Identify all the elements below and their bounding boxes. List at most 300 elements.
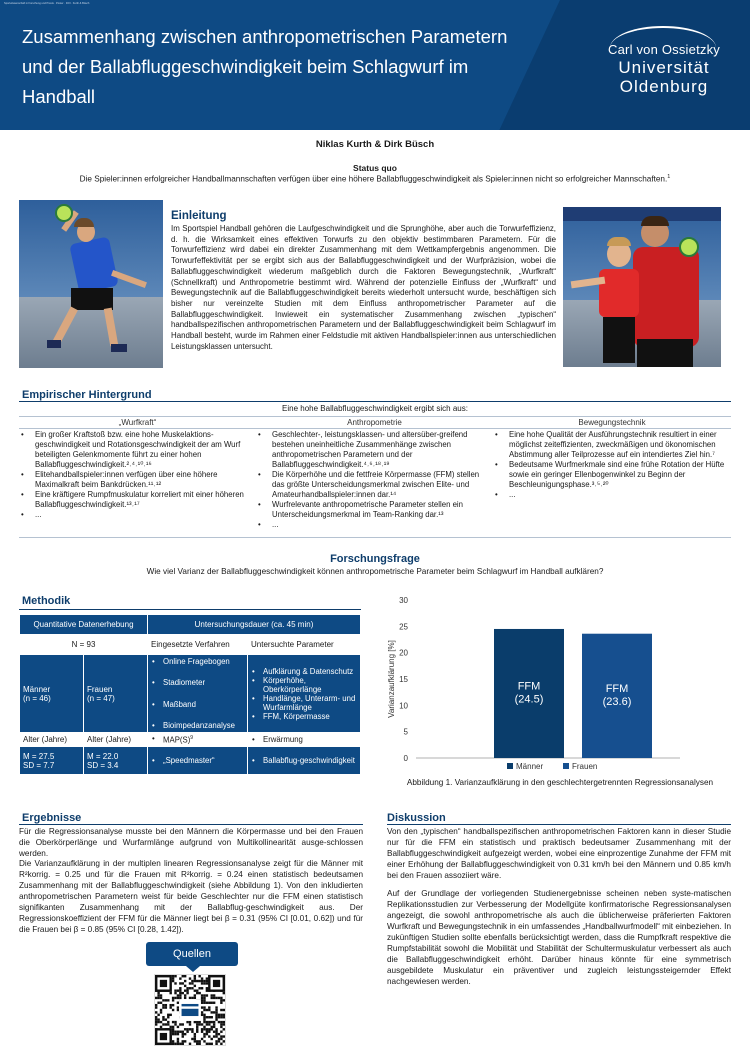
qr-module — [182, 1035, 184, 1037]
qr-module — [203, 1026, 205, 1028]
qr-module — [189, 1043, 191, 1045]
qr-module — [179, 997, 181, 999]
cell-parameter-heading: Untersuchte Parameter — [248, 635, 361, 655]
qr-module — [208, 1006, 210, 1008]
qr-module — [157, 992, 159, 994]
einleitung-text: Im Sportspiel Handball gehören die Laufgeschwindigkeit und die Sprunghöhe, aber auch die Torwurfeffizienz, d. h. die Wirksamkeit eines effektiven Torwurfs zu den objektiv bestimmbaren Parametern. Für die Torwurfeffizienz wird dabei ein direkter Zusammenhang mit dem Wettkampfergebnis angenommen. Die Torwurfeffektivität per se ergibt sich aus der Ballabfluggeschwindigkeit und der Wurfpräzision, wobei die Ballabfluggeschwindigkeit wiederum maßgeblich durch die Faktoren Bewegungstechnik, „Wurfkraft“ (Schnellkraft) und Anthropometrie bestimmt wird. Während der potenzielle Einfluss der „Wurfkraft“ und Bewegungstechnik auf die Ballabfluggeschwindigkeit bereits wiederholt untersucht wurde, beschäftigen sich bisher nur vereinzelte Studien mit dem Einfluss anthropometrischer Parameter auf die Ballabfluggeschwindigkeit. Inwieweit ein systematischer Zusammenhang zwischen „typischen“ handballspezifischen anthropometrischen Parametern und der Ballabfluggeschwindigkeit beim Schlagwurf im Handball besteht, wurde im Rahmen einer Feldstudie mit aktiven Handballspieler:innen aus unterschiedlichen Leistungsklassen untersucht. — [171, 224, 556, 351]
qr-module — [174, 1031, 176, 1033]
qr-module — [189, 1023, 191, 1025]
qr-module — [194, 980, 196, 982]
qr-module — [203, 997, 205, 999]
qr-finder — [160, 1033, 167, 1040]
qr-module — [196, 989, 198, 991]
qr-module — [203, 1035, 205, 1037]
qr-module — [189, 977, 191, 979]
qr-module — [172, 1026, 174, 1028]
list-item: • Handlänge, Unterarm- und Wurfarmlänge — [251, 694, 357, 712]
qr-module — [194, 1038, 196, 1040]
qr-module — [167, 1014, 169, 1016]
qr-module — [160, 1002, 162, 1004]
qr-module — [189, 1021, 191, 1023]
qr-module — [215, 1011, 217, 1013]
qr-module — [215, 1006, 217, 1008]
qr-module — [220, 1038, 222, 1040]
qr-module — [184, 1033, 186, 1035]
qr-module — [223, 1014, 225, 1016]
qr-module — [206, 1002, 208, 1004]
qr-module — [179, 989, 181, 991]
qr-module — [186, 1031, 188, 1033]
qr-module — [206, 1016, 208, 1018]
bar-data-label: FFM — [517, 680, 541, 693]
list-item: • Aufklärung & Datenschutz — [251, 667, 357, 676]
qr-module — [198, 980, 200, 982]
qr-module — [177, 1038, 179, 1040]
qr-module — [186, 1021, 188, 1023]
qr-module — [169, 1006, 171, 1008]
qr-module — [155, 1016, 157, 1018]
qr-module — [211, 1043, 213, 1045]
qr-finder — [160, 980, 167, 987]
qr-module — [206, 982, 208, 984]
cell-alter-maenner: Alter (Jahre) — [20, 733, 84, 747]
qr-module — [182, 1031, 184, 1033]
list-item: • ... — [19, 510, 249, 520]
qr-module — [174, 992, 176, 994]
y-tick-label: 20 — [399, 648, 408, 658]
qr-module — [223, 1023, 225, 1025]
qr-module — [160, 1009, 162, 1011]
qr-module — [215, 1028, 217, 1030]
qr-module — [194, 997, 196, 999]
status-text-body: Die Spieler:innen erfolgreicher Handballmannschaften verfügen über eine höhere Ballabfluggeschwindigkeit als Spieler:innen nicht so erfolgreicher Mannschaften. — [79, 174, 668, 184]
list-item: • Eine kräftigere Rumpfmuskulatur korreliert mit einer höheren Ballabfluggeschwindigkeit.¹³˒¹⁷ — [19, 490, 249, 510]
qr-module — [198, 1043, 200, 1045]
qr-module — [165, 1006, 167, 1008]
cell-maenner: Männer (n = 46) — [20, 655, 84, 733]
qr-logo-mark — [182, 1009, 199, 1016]
poster-title: Zusammenhang zwischen anthropometrischen Parametern und der Ballabfluggeschwindigkeit beim Schlagwurf im Handball — [22, 26, 508, 107]
qr-module — [203, 1028, 205, 1030]
y-tick-label: 0 — [403, 754, 408, 763]
qr-module — [215, 1040, 217, 1042]
qr-module — [220, 1021, 222, 1023]
qr-module — [223, 1021, 225, 1023]
qr-module — [206, 989, 208, 991]
diskussion-divider — [387, 824, 731, 825]
qr-module — [189, 987, 191, 989]
qr-module — [179, 994, 181, 996]
qr-module — [177, 997, 179, 999]
qr-module — [186, 987, 188, 989]
qr-module — [177, 1026, 179, 1028]
qr-module — [157, 994, 159, 996]
qr-module — [162, 999, 164, 1001]
bar-data-label: (24.5) — [514, 693, 544, 706]
qr-module — [223, 1040, 225, 1042]
list-item: • Bedeutsame Wurfmerkmale sind eine frühe Rotation der Hüfte sowie ein geringer Ellenbogenwinkel zu Beginn der Beschleunigungsphase.³˒⁵˒²⁰ — [493, 460, 727, 490]
list-item: • „Speedmaster“ — [151, 756, 244, 765]
cell-parameter-list — [248, 655, 361, 733]
qr-module — [191, 980, 193, 982]
diskussion-p1: Von den „typischen“ handballspezifischen anthropometrischen Faktoren kann in dieser Studie nur für die FFM ein statistisch und praktisch bedeutsamer Zusammenhang mit der Ballabfluggeschwindigkeit aufgezeigt werden, wobei eine einprozentige Zunahme der FFM mit einer Erhöhung der Ballabfluggeschwindigkeit von 0.31 km/h bei den Männern und 0.85 km/h bei den Frauen assoziiert wäre. — [387, 827, 731, 880]
qr-module — [201, 1031, 203, 1033]
cell-verfahren-heading: Eingesetzte Verfahren — [148, 635, 248, 655]
qr-module — [177, 1040, 179, 1042]
qr-module — [218, 1040, 220, 1042]
qr-module — [220, 1002, 222, 1004]
list-item: • ... — [256, 520, 486, 530]
qr-module — [184, 975, 186, 977]
qr-module — [201, 1028, 203, 1030]
qr-module — [208, 1035, 210, 1037]
qr-module — [198, 1023, 200, 1025]
qr-module — [194, 1033, 196, 1035]
qr-module — [223, 1028, 225, 1030]
qr-module — [213, 1035, 215, 1037]
qr-module — [160, 997, 162, 999]
maps-label: MAP(S) — [163, 735, 191, 745]
qr-module — [167, 999, 169, 1001]
y-tick-label: 15 — [399, 675, 408, 684]
status-text — [0, 174, 750, 184]
qr-module — [201, 994, 203, 996]
qr-module — [218, 997, 220, 999]
qr-module — [196, 992, 198, 994]
qr-module — [206, 1043, 208, 1045]
list-item: • Die Körperhöhe und die fettfreie Körpermasse (FFM) stellen das größte Unterscheidungsmerkmal zwischen Elite- und Amateurhandballspieler:innen dar.¹⁴ — [256, 470, 486, 500]
qr-module — [184, 1040, 186, 1042]
list-item: • Ein großer Kraftstoß bzw. eine hohe Muskelaktions-geschwindigkeit und Rotationsgeschwindigkeit der am Wurf beteiligten Gelenkmomente führt zu einer hohen Ballabfluggeschwindigkeit.²˒⁴˒¹⁰˒¹⁶ — [19, 430, 249, 470]
list-anthropometrie — [256, 430, 486, 530]
cell-verfahren-list — [148, 655, 248, 733]
qr-module — [194, 989, 196, 991]
qr-module — [201, 980, 203, 982]
list-item: • Online Fragebogen — [151, 657, 244, 666]
qr-module — [162, 1016, 164, 1018]
qr-module — [208, 1028, 210, 1030]
qr-module — [160, 1026, 162, 1028]
qr-module — [203, 1006, 205, 1008]
list-item: • Ballabflug-geschwindigkeit — [251, 756, 357, 765]
qr-module — [213, 1011, 215, 1013]
qr-module — [208, 1002, 210, 1004]
qr-module — [208, 1031, 210, 1033]
qr-module — [184, 980, 186, 982]
qr-module — [162, 1018, 164, 1020]
cell-stats-maenner: M = 27.5 SD = 7.7 — [20, 747, 84, 775]
qr-module — [160, 1021, 162, 1023]
qr-module — [189, 997, 191, 999]
qr-module — [184, 989, 186, 991]
diskussion-heading: Diskussion — [387, 812, 446, 824]
qr-module — [223, 1016, 225, 1018]
qr-module — [174, 989, 176, 991]
qr-module — [211, 1026, 213, 1028]
qr-module — [155, 1011, 157, 1013]
methodik-divider — [19, 609, 361, 610]
qr-module — [155, 1018, 157, 1020]
qr-module — [191, 1031, 193, 1033]
qr-module — [211, 994, 213, 996]
qr-module — [194, 975, 196, 977]
qr-module — [211, 1038, 213, 1040]
qr-module — [215, 1043, 217, 1045]
hintergrund-col-top-line — [19, 416, 731, 417]
qr-module — [223, 1035, 225, 1037]
qr-module — [198, 1021, 200, 1023]
cell-stats-frauen: M = 22.0 SD = 3.4 — [84, 747, 148, 775]
qr-module — [162, 1023, 164, 1025]
quellen-button[interactable]: Quellen — [146, 942, 238, 966]
qr-module — [182, 1033, 184, 1035]
qr-module — [196, 980, 198, 982]
cell-erwaermung — [248, 733, 361, 747]
qr-code-icon[interactable] — [154, 974, 226, 1046]
qr-module — [155, 997, 157, 999]
qr-module — [220, 1023, 222, 1025]
logo-line-1: Carl von Ossietzky — [608, 42, 720, 57]
chart-caption: Abbildung 1. Varianzaufklärung in den geschlechtergetrennten Regressionsanalysen — [406, 778, 714, 787]
list-item: • Wurfrelevante anthropometrische Parameter stellen ein Unterscheidungsmerkmal im Team-Ranking dar.¹³ — [256, 500, 486, 520]
qr-module — [172, 1009, 174, 1011]
qr-module — [191, 1038, 193, 1040]
cell-maps — [148, 733, 248, 747]
hintergrund-divider — [19, 401, 731, 402]
qr-module — [177, 1009, 179, 1011]
qr-module — [196, 1028, 198, 1030]
forschungsfrage-heading: Forschungsfrage — [330, 553, 420, 565]
list-item: • Geschlechter-, leistungsklassen- und altersüber-greifend bestehen uneinheitliche Zusammenhänge zwischen anthropometrischen Parametern und der Ballabfluggeschwindigkeit.⁴˒⁶˒¹⁸˒¹⁹ — [256, 430, 486, 470]
ergebnisse-divider — [19, 824, 363, 825]
einleitung-heading: Einleitung — [171, 210, 227, 222]
qr-module — [215, 1033, 217, 1035]
qr-module — [211, 1016, 213, 1018]
qr-module — [215, 997, 217, 999]
qr-module — [162, 1004, 164, 1006]
diskussion-p2: Auf der Grundlage der vorliegenden Studienergebnisse scheinen neben syste-matischen Replikationsstudien zur Verbesserung der Modellgüte konfirmatorische Regressionsanalysen angezeigt, die sowohl anthropometrische als auch die üblicherweise präferierten Faktoren Wurfkraft und Bewegungstechnik in ein umfassendes „Handballwurfmodell“ mit einbeziehen. In zukünftigen Studien sollte ebenfalls berücksichtigt werden, dass die Rumpfkraft respektive die Rumpfstabilität sowohl die Mobilität und Stabilität der Schultermuskulatur verbessert als auch die Ballabfluggeschwindigkeit erhöht. Darüber hinaus könnte für eine symmetrisch ausgebildete Muskulatur ein präventiver und zugleich leistungssteigernder Effekt nachgewiesen werden. — [387, 889, 731, 986]
qr-module — [194, 1035, 196, 1037]
qr-module — [203, 1033, 205, 1035]
cell-frauen: Frauen (n = 47) — [84, 655, 148, 733]
qr-module — [177, 994, 179, 996]
logo-line-3: Oldenburg — [619, 77, 709, 96]
bar-data-label: FFM — [605, 682, 629, 695]
qr-module — [174, 1043, 176, 1045]
qr-module — [211, 997, 213, 999]
qr-module — [157, 997, 159, 999]
qr-module — [213, 1031, 215, 1033]
qr-module — [220, 1043, 222, 1045]
qr-module — [220, 1014, 222, 1016]
qr-module — [206, 977, 208, 979]
qr-module — [179, 987, 181, 989]
qr-module — [213, 1002, 215, 1004]
qr-module — [186, 1028, 188, 1030]
authors: Niklas Kurth & Dirk Büsch — [315, 139, 435, 150]
qr-module — [179, 1031, 181, 1033]
qr-module — [206, 1009, 208, 1011]
qr-module — [155, 1021, 157, 1023]
qr-module — [218, 1016, 220, 1018]
qr-module — [182, 982, 184, 984]
qr-module — [191, 1028, 193, 1030]
quellen-arrow-icon — [186, 966, 200, 972]
qr-logo-mark — [182, 1004, 199, 1006]
qr-module — [208, 1043, 210, 1045]
qr-module — [184, 985, 186, 987]
qr-module — [215, 1014, 217, 1016]
qr-module — [213, 1026, 215, 1028]
list-item: • Bioimpedanzanalyse — [151, 721, 244, 730]
qr-module — [223, 992, 225, 994]
qr-module — [220, 1031, 222, 1033]
qr-module — [196, 1043, 198, 1045]
qr-module — [198, 975, 200, 977]
qr-module — [179, 1043, 181, 1045]
maps-ref: 9 — [190, 735, 194, 742]
qr-module — [186, 992, 188, 994]
qr-module — [206, 1021, 208, 1023]
qr-module — [174, 997, 176, 999]
qr-module — [182, 992, 184, 994]
qr-module — [220, 1026, 222, 1028]
list-item: • Körperhöhe, Oberkörperlänge — [251, 676, 357, 694]
qr-module — [172, 1043, 174, 1045]
y-tick-label: 25 — [399, 622, 408, 632]
bar-data-label: (23.6) — [602, 695, 632, 708]
qr-module — [182, 1023, 184, 1025]
doi-line: Sportwissenschaft in Forschung und Praxis · Poster · DOI · Kurth & Büsch — [4, 2, 90, 5]
qr-module — [182, 1043, 184, 1045]
cell-n-total: N = 93 — [20, 635, 148, 655]
qr-module — [174, 1023, 176, 1025]
qr-module — [157, 1018, 159, 1020]
qr-module — [172, 999, 174, 1001]
qr-module — [213, 1023, 215, 1025]
y-tick-label: 10 — [399, 701, 408, 711]
qr-module — [172, 1004, 174, 1006]
photo-coach-and-child — [563, 207, 721, 367]
qr-module — [194, 985, 196, 987]
qr-module — [213, 1021, 215, 1023]
qr-module — [213, 997, 215, 999]
hintergrund-subheading: Eine hohe Ballabfluggeschwindigkeit ergibt sich aus: — [282, 404, 468, 413]
qr-module — [213, 994, 215, 996]
qr-module — [215, 1018, 217, 1020]
qr-module — [201, 1006, 203, 1008]
qr-module — [174, 1033, 176, 1035]
qr-module — [196, 1040, 198, 1042]
col-bewegungstechnik-title: Bewegungstechnik — [578, 418, 646, 427]
qr-module — [155, 1004, 157, 1006]
ergebnisse-p1: Für die Regressionsanalyse musste bei den Männern die Körpermasse und bei den Frauen die Oberkörperlänge und Wurfarmlänge aufgrund von Multikollinearität ausge-schlossen werden. — [19, 827, 363, 858]
qr-module — [208, 1021, 210, 1023]
qr-module — [169, 1026, 171, 1028]
chart-varianzaufklaerung — [380, 588, 740, 794]
qr-module — [179, 1023, 181, 1025]
qr-module — [215, 1035, 217, 1037]
logo-line-2: Universität — [618, 58, 710, 77]
qr-module — [215, 1031, 217, 1033]
qr-module — [201, 997, 203, 999]
qr-module — [206, 1023, 208, 1025]
list-item: • Eine hohe Qualität der Ausführungstechnik resultiert in einer möglichst zeiteffizienten, zweckmäßigen und ökonomischen Abstimmung aller Teilprozesse auf ein intendiertes Ziel hin.⁷ — [493, 430, 727, 460]
qr-module — [194, 994, 196, 996]
y-axis-label: Varianzaufklärung [%] — [387, 640, 396, 718]
status-ref: 1 — [667, 174, 671, 180]
qr-module — [203, 999, 205, 1001]
qr-module — [196, 1021, 198, 1023]
qr-module — [167, 1021, 169, 1023]
qr-module — [211, 1021, 213, 1023]
qr-module — [223, 999, 225, 1001]
cell-quant-datenerhebung: Quantitative Datenerhebung — [20, 615, 148, 635]
qr-module — [211, 1011, 213, 1013]
qr-module — [160, 1011, 162, 1013]
qr-module — [165, 1018, 167, 1020]
qr-module — [177, 1031, 179, 1033]
qr-module — [201, 1023, 203, 1025]
qr-module — [172, 980, 174, 982]
cell-ballabflug — [248, 747, 361, 775]
qr-module — [203, 994, 205, 996]
status-heading: Status quo — [353, 163, 397, 173]
hintergrund-heading: Empirischer Hintergrund — [22, 389, 152, 401]
qr-module — [206, 1031, 208, 1033]
qr-module — [174, 982, 176, 984]
qr-module — [196, 1023, 198, 1025]
qr-module — [218, 1033, 220, 1035]
hintergrund-bottom-line — [19, 537, 731, 538]
methodik-table — [19, 614, 361, 775]
photo-handball-player-jump — [19, 200, 163, 368]
list-item: • FFM, Körpermasse — [251, 712, 357, 721]
qr-module — [203, 1016, 205, 1018]
qr-module — [218, 1021, 220, 1023]
qr-module — [194, 1021, 196, 1023]
qr-module — [179, 977, 181, 979]
qr-module — [186, 989, 188, 991]
cell-speedmaster — [148, 747, 248, 775]
qr-module — [196, 1026, 198, 1028]
qr-module — [172, 997, 174, 999]
qr-module — [203, 1040, 205, 1042]
qr-module — [215, 1016, 217, 1018]
qr-module — [203, 1002, 205, 1004]
qr-module — [220, 1035, 222, 1037]
qr-module — [157, 1002, 159, 1004]
qr-module — [167, 1023, 169, 1025]
ergebnisse-heading: Ergebnisse — [22, 812, 82, 824]
qr-module — [177, 1002, 179, 1004]
cell-alter-frauen: Alter (Jahre) — [84, 733, 148, 747]
list-item: • ... — [493, 490, 727, 500]
qr-module — [174, 975, 176, 977]
methodik-heading: Methodik — [22, 595, 71, 607]
qr-module — [177, 1006, 179, 1008]
qr-module — [172, 1028, 174, 1030]
qr-module — [157, 1014, 159, 1016]
qr-module — [194, 977, 196, 979]
qr-module — [177, 989, 179, 991]
qr-module — [218, 1014, 220, 1016]
qr-module — [169, 992, 171, 994]
qr-module — [177, 1033, 179, 1035]
qr-module — [169, 1004, 171, 1006]
qr-module — [191, 987, 193, 989]
qr-module — [191, 982, 193, 984]
